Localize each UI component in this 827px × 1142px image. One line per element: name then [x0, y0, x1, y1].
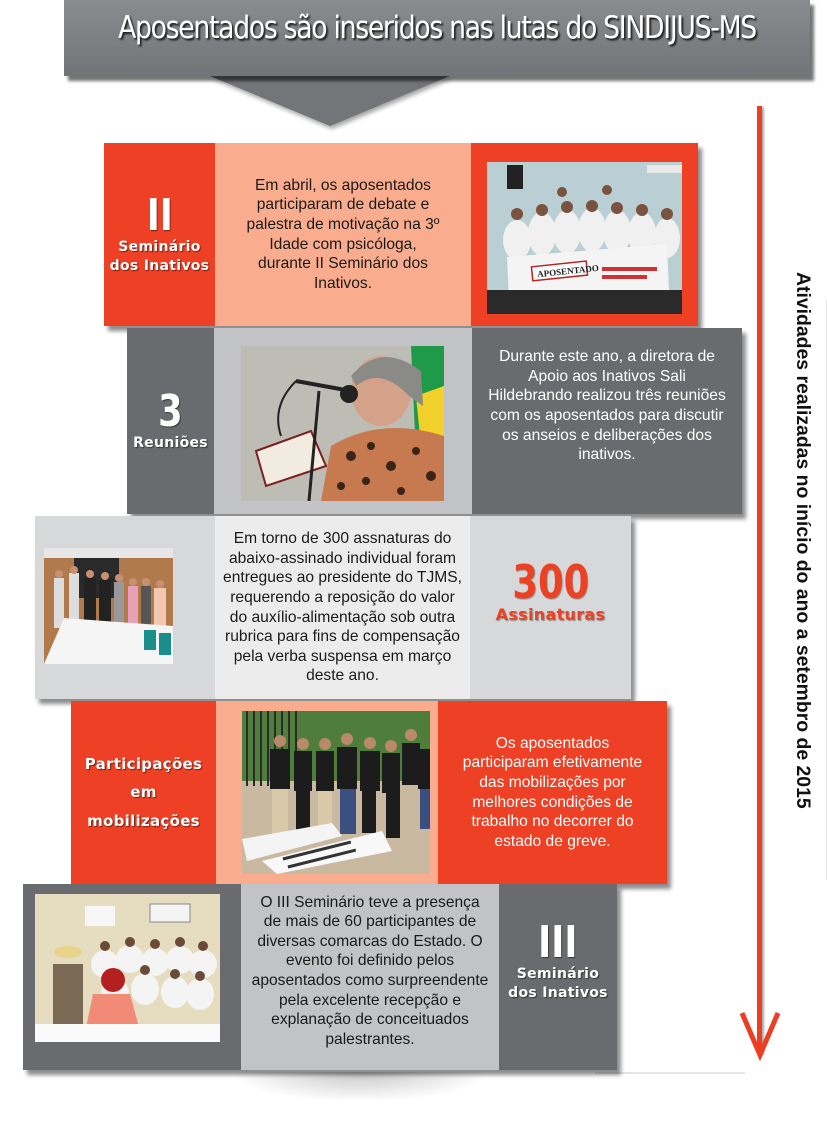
- page-title: Aposentados são inseridos nas lutas do SINDIJUS-MS: [118, 10, 756, 46]
- label-number: III: [538, 917, 578, 969]
- group-photo: [487, 162, 682, 314]
- row-photo-cell: [23, 884, 241, 1070]
- row-description: [241, 884, 499, 1070]
- label-text: Assinaturas: [495, 604, 606, 624]
- row-description: [215, 143, 471, 326]
- row-label: [499, 884, 617, 1070]
- timeline-label-text: Atividades realizadas no início do ano a setembro de 2015: [792, 272, 814, 809]
- banner-pointer: [210, 76, 450, 126]
- row-label: [127, 328, 214, 514]
- row-photo-cell: [35, 516, 215, 699]
- speaker-photo: [241, 346, 444, 501]
- activity-row-1: [104, 143, 698, 326]
- description-text: Os aposentados participaram efetivamente das mobilizações por melhores condições de trabalho no decorrer do estado de greve.: [462, 734, 643, 850]
- row-photo-cell: [471, 143, 698, 326]
- row-label: [470, 516, 631, 699]
- header-banner: [64, 0, 810, 76]
- row-photo-cell: [214, 328, 472, 514]
- banner-text: APOSENTADO: [536, 262, 600, 280]
- label-text: Reuniões: [133, 434, 208, 451]
- label-number: 3: [158, 385, 183, 437]
- description-text: O III Seminário teve a presença de mais de 60 participantes de diversas comarcas do Estado. O evento foi definido pelos aposentados como surpreendente pela excelente recepção e explanação de conceituados palestrantes.: [251, 893, 489, 1048]
- row-description: [438, 701, 667, 884]
- divider: [595, 1072, 745, 1074]
- down-arrow-icon: [740, 1005, 780, 1065]
- row-label: [71, 701, 216, 884]
- label-text: dos Inativos: [508, 985, 608, 1001]
- meeting-photo: [44, 548, 173, 664]
- label-text: Participações: [84, 754, 203, 773]
- label-text: dos Inativos: [109, 257, 210, 274]
- row-label: [104, 143, 215, 326]
- description-text: Durante este ano, a diretora de Apoio aos Inativos Sali Hildebrando realizou três reuniões com os aposentados para discutir os anseios e deliberações dos inativos.: [488, 348, 726, 464]
- label-text: Seminário: [118, 238, 201, 255]
- label-number: 300: [512, 554, 589, 609]
- description-text: Em abril, os aposentados participaram de debate e palestra de motivação na 3º Idade com psicóloga, durante II Seminário dos Inativos.: [246, 176, 440, 292]
- row-description: [215, 516, 470, 699]
- activity-row-4: [71, 701, 667, 884]
- seminar-photo: [35, 894, 220, 1042]
- activity-row-5: [23, 884, 617, 1070]
- row-description: [472, 328, 742, 514]
- bottom-shadow: [230, 1072, 490, 1102]
- label-number: II: [146, 189, 173, 241]
- timeline-line: [757, 106, 762, 1054]
- label-text: Seminário: [516, 966, 600, 983]
- activity-row-3: [35, 516, 631, 699]
- row-photo-cell: [216, 701, 438, 884]
- label-text: mobilizações: [87, 811, 200, 830]
- description-text: Em torno de 300 assnaturas do abaixo-assinado individual foram entregues ao presidente do TJMS, requerendo a reposição do valor do auxílio-alimentação sob outra rubrica para fins de compensação pela verba suspensa em março deste ano.: [223, 530, 462, 685]
- label-text: em: [130, 783, 157, 802]
- protest-photo: [242, 711, 430, 874]
- activity-row-2: [127, 328, 742, 514]
